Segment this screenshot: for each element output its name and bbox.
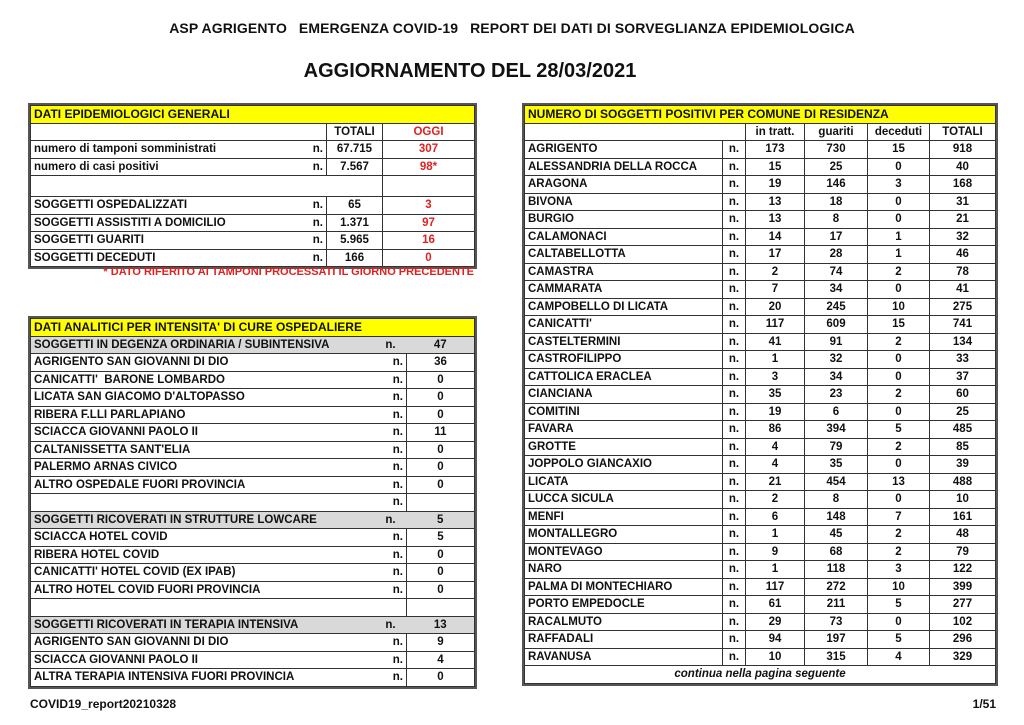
comune-name: COMITINI xyxy=(525,403,723,421)
in-tratt-value: 6 xyxy=(746,508,805,526)
deceduti-value: 5 xyxy=(868,631,930,649)
in-tratt-value: 86 xyxy=(746,421,805,439)
unit-label: n. xyxy=(723,351,746,369)
in-tratt-value: 94 xyxy=(746,631,805,649)
unit-label: n. xyxy=(723,281,746,299)
totali-value: 60 xyxy=(930,386,996,404)
comune-name: PORTO EMPEDOCLE xyxy=(525,596,723,614)
footnote: * DATO RIFERITO AI TAMPONI PROCESSATI IL GIORNO PRECEDENTE xyxy=(103,266,474,278)
unit-label: n. xyxy=(723,631,746,649)
totali-value: 78 xyxy=(930,263,996,281)
comune-name: LUCCA SICULA xyxy=(525,491,723,509)
comune-row xyxy=(525,561,996,579)
totali-value: 85 xyxy=(930,438,996,456)
guariti-value: 730 xyxy=(805,141,868,159)
totali-value: 40 xyxy=(930,158,996,176)
comune-row xyxy=(525,333,996,351)
totali-value: 46 xyxy=(930,246,996,264)
comune-name: GROTTE xyxy=(525,438,723,456)
deceduti-value: 2 xyxy=(868,333,930,351)
comune-name: CIANCIANA xyxy=(525,386,723,404)
guariti-value: 272 xyxy=(805,578,868,596)
in-tratt-value: 1 xyxy=(746,351,805,369)
in-tratt-value: 21 xyxy=(746,473,805,491)
comune-name: CASTROFILIPPO xyxy=(525,351,723,369)
col-deceduti: deceduti xyxy=(868,123,930,141)
guariti-value: 34 xyxy=(805,281,868,299)
table-row: SOGGETTI DECEDUTI n. 166 0 xyxy=(31,249,475,267)
deceduti-value: 2 xyxy=(868,543,930,561)
comune-name: AGRIGENTO xyxy=(525,141,723,159)
deceduti-value: 0 xyxy=(868,613,930,631)
table-row: ALTRO OSPEDALE FUORI PROVINCIA n. 0 xyxy=(31,476,475,494)
comune-name: NARO xyxy=(525,561,723,579)
deceduti-value: 10 xyxy=(868,298,930,316)
deceduti-value: 0 xyxy=(868,158,930,176)
table-row: CALTANISSETTA SANT'ELIA n. 0 xyxy=(31,441,475,459)
report-date: AGGIORNAMENTO DEL 28/03/2021 xyxy=(303,60,637,82)
deceduti-value: 3 xyxy=(868,561,930,579)
in-tratt-value: 17 xyxy=(746,246,805,264)
table-row: AGRIGENTO SAN GIOVANNI DI DIO n. 9 xyxy=(31,634,475,652)
table-row: PALERMO ARNAS CIVICO n. 0 xyxy=(31,459,475,477)
unit-label: n. xyxy=(723,176,746,194)
in-tratt-value: 4 xyxy=(746,456,805,474)
totali-value: 296 xyxy=(930,631,996,649)
in-tratt-value: 35 xyxy=(746,386,805,404)
deceduti-value: 0 xyxy=(868,193,930,211)
comune-name: CAMMARATA xyxy=(525,281,723,299)
hospital-data-table xyxy=(30,318,475,687)
report-title: ASP AGRIGENTO EMERGENZA COVID-19 REPORT DEI DATI DI SORVEGLIANZA EPIDEMIOLOGICA xyxy=(169,20,855,36)
unit-label: n. xyxy=(723,543,746,561)
in-tratt-value: 19 xyxy=(746,403,805,421)
deceduti-value: 0 xyxy=(868,403,930,421)
comune-row xyxy=(525,351,996,369)
deceduti-value: 10 xyxy=(868,578,930,596)
unit-label: n. xyxy=(723,228,746,246)
totali-value: 122 xyxy=(930,561,996,579)
deceduti-value: 2 xyxy=(868,263,930,281)
totali-value: 275 xyxy=(930,298,996,316)
in-tratt-value: 13 xyxy=(746,193,805,211)
totali-value: 39 xyxy=(930,456,996,474)
comune-name: CALTABELLOTTA xyxy=(525,246,723,264)
comune-row xyxy=(525,438,996,456)
guariti-value: 609 xyxy=(805,316,868,334)
section-intensiva: SOGGETTI RICOVERATI IN TERAPIA INTENSIVA n. 13 xyxy=(31,616,475,634)
unit-label: n. xyxy=(723,491,746,509)
guariti-value: 6 xyxy=(805,403,868,421)
hospital-title: DATI ANALITICI PER INTENSITA' DI CURE OSPEDALIERE xyxy=(31,319,475,337)
comune-name: CASTELTERMINI xyxy=(525,333,723,351)
unit-label: n. xyxy=(723,141,746,159)
comune-name: RACALMUTO xyxy=(525,613,723,631)
in-tratt-value: 2 xyxy=(746,263,805,281)
in-tratt-value: 9 xyxy=(746,543,805,561)
table-row: CANICATTI' BARONE LOMBARDO n. 0 xyxy=(31,371,475,389)
in-tratt-value: 61 xyxy=(746,596,805,614)
comune-name: JOPPOLO GIANCAXIO xyxy=(525,456,723,474)
table-row: SOGGETTI ASSISTITI A DOMICILIO n. 1.371 97 xyxy=(31,214,475,232)
in-tratt-value: 117 xyxy=(746,316,805,334)
unit-label: n. xyxy=(723,561,746,579)
comune-name: MONTALLEGRO xyxy=(525,526,723,544)
deceduti-value: 7 xyxy=(868,508,930,526)
comune-name: CATTOLICA ERACLEA xyxy=(525,368,723,386)
comuni-table xyxy=(524,105,996,684)
totali-value: 741 xyxy=(930,316,996,334)
table-row: LICATA SAN GIACOMO D'ALTOPASSO n. 0 xyxy=(31,389,475,407)
in-tratt-value: 117 xyxy=(746,578,805,596)
totali-value: 48 xyxy=(930,526,996,544)
unit-label: n. xyxy=(723,403,746,421)
totali-value: 485 xyxy=(930,421,996,439)
deceduti-value: 1 xyxy=(868,246,930,264)
comune-name: BURGIO xyxy=(525,211,723,229)
deceduti-value: 0 xyxy=(868,491,930,509)
in-tratt-value: 20 xyxy=(746,298,805,316)
guariti-value: 148 xyxy=(805,508,868,526)
comune-name: LICATA xyxy=(525,473,723,491)
unit-label: n. xyxy=(723,298,746,316)
guariti-value: 91 xyxy=(805,333,868,351)
in-tratt-value: 15 xyxy=(746,158,805,176)
table-row: n. xyxy=(31,494,475,512)
in-tratt-value: 13 xyxy=(746,211,805,229)
col-oggi: OGGI xyxy=(383,123,475,141)
col-totali: TOTALI xyxy=(327,123,383,141)
unit-label: n. xyxy=(723,421,746,439)
guariti-value: 28 xyxy=(805,246,868,264)
guariti-value: 211 xyxy=(805,596,868,614)
table-row: SCIACCA HOTEL COVID n. 5 xyxy=(31,529,475,547)
guariti-value: 73 xyxy=(805,613,868,631)
totali-value: 918 xyxy=(930,141,996,159)
guariti-value: 74 xyxy=(805,263,868,281)
comune-name: MONTEVAGO xyxy=(525,543,723,561)
general-title: DATI EPIDEMIOLOGICI GENERALI xyxy=(31,106,475,124)
deceduti-value: 15 xyxy=(868,141,930,159)
guariti-value: 118 xyxy=(805,561,868,579)
totali-value: 329 xyxy=(930,648,996,666)
deceduti-value: 5 xyxy=(868,421,930,439)
deceduti-value: 3 xyxy=(868,176,930,194)
totali-value: 41 xyxy=(930,281,996,299)
guariti-value: 25 xyxy=(805,158,868,176)
guariti-value: 35 xyxy=(805,456,868,474)
deceduti-value: 5 xyxy=(868,596,930,614)
totali-value: 161 xyxy=(930,508,996,526)
comune-name: ALESSANDRIA DELLA ROCCA xyxy=(525,158,723,176)
deceduti-value: 1 xyxy=(868,228,930,246)
in-tratt-value: 29 xyxy=(746,613,805,631)
guariti-value: 454 xyxy=(805,473,868,491)
comune-name: BIVONA xyxy=(525,193,723,211)
comune-name: CANICATTI' xyxy=(525,316,723,334)
totali-value: 10 xyxy=(930,491,996,509)
unit-label: n. xyxy=(723,368,746,386)
in-tratt-value: 19 xyxy=(746,176,805,194)
unit-label: n. xyxy=(723,508,746,526)
totali-value: 102 xyxy=(930,613,996,631)
comune-name: ARAGONA xyxy=(525,176,723,194)
table-row: CANICATTI' HOTEL COVID (EX IPAB) n. 0 xyxy=(31,564,475,582)
unit-label: n. xyxy=(723,316,746,334)
guariti-value: 68 xyxy=(805,543,868,561)
deceduti-value: 2 xyxy=(868,386,930,404)
guariti-value: 32 xyxy=(805,351,868,369)
table-row: numero di tamponi somministrati n. 67.715 307 xyxy=(31,141,475,159)
comune-row xyxy=(525,193,996,211)
comune-row xyxy=(525,403,996,421)
guariti-value: 315 xyxy=(805,648,868,666)
comune-row xyxy=(525,141,996,159)
comune-row xyxy=(525,578,996,596)
comune-row xyxy=(525,298,996,316)
totali-value: 79 xyxy=(930,543,996,561)
deceduti-value: 15 xyxy=(868,316,930,334)
comune-name: RAVANUSA xyxy=(525,648,723,666)
table-row: SOGGETTI GUARITI n. 5.965 16 xyxy=(31,232,475,250)
table-row: SCIACCA GIOVANNI PAOLO II n. 11 xyxy=(31,424,475,442)
totali-value: 21 xyxy=(930,211,996,229)
totali-value: 168 xyxy=(930,176,996,194)
in-tratt-value: 1 xyxy=(746,526,805,544)
in-tratt-value: 2 xyxy=(746,491,805,509)
table-row: RIBERA F.LLI PARLAPIANO n. 0 xyxy=(31,406,475,424)
unit-label: n. xyxy=(723,193,746,211)
unit-label: n. xyxy=(723,648,746,666)
guariti-value: 146 xyxy=(805,176,868,194)
comune-row xyxy=(525,386,996,404)
comune-name: FAVARA xyxy=(525,421,723,439)
in-tratt-value: 4 xyxy=(746,438,805,456)
comune-row xyxy=(525,316,996,334)
unit-label: n. xyxy=(723,473,746,491)
totali-value: 25 xyxy=(930,403,996,421)
comune-row xyxy=(525,211,996,229)
guariti-value: 197 xyxy=(805,631,868,649)
comune-name: CAMPOBELLO DI LICATA xyxy=(525,298,723,316)
guariti-value: 23 xyxy=(805,386,868,404)
deceduti-value: 2 xyxy=(868,438,930,456)
col-totali: TOTALI xyxy=(930,123,996,141)
table-row: SOGGETTI OSPEDALIZZATI n. 65 3 xyxy=(31,197,475,215)
comune-row xyxy=(525,158,996,176)
in-tratt-value: 173 xyxy=(746,141,805,159)
deceduti-value: 2 xyxy=(868,526,930,544)
comune-name: CAMASTRA xyxy=(525,263,723,281)
guariti-value: 18 xyxy=(805,193,868,211)
comune-name: MENFI xyxy=(525,508,723,526)
deceduti-value: 13 xyxy=(868,473,930,491)
guariti-value: 79 xyxy=(805,438,868,456)
section-lowcare: SOGGETTI RICOVERATI IN STRUTTURE LOWCARE n. 5 xyxy=(31,511,475,529)
guariti-value: 8 xyxy=(805,491,868,509)
unit-label: n. xyxy=(723,596,746,614)
comune-row xyxy=(525,421,996,439)
page-number: 1/51 xyxy=(972,697,996,711)
in-tratt-value: 3 xyxy=(746,368,805,386)
report-id: COVID19_report20210328 xyxy=(30,697,177,711)
in-tratt-value: 10 xyxy=(746,648,805,666)
section-degenza: SOGGETTI IN DEGENZA ORDINARIA / SUBINTENSIVA n. 47 xyxy=(31,336,475,354)
in-tratt-value: 7 xyxy=(746,281,805,299)
table-row: SCIACCA GIOVANNI PAOLO II n. 4 xyxy=(31,651,475,669)
col-in-tratt: in tratt. xyxy=(746,123,805,141)
unit-label: n. xyxy=(723,438,746,456)
guariti-value: 8 xyxy=(805,211,868,229)
guariti-value: 34 xyxy=(805,368,868,386)
comune-row xyxy=(525,473,996,491)
unit-label: n. xyxy=(723,158,746,176)
in-tratt-value: 41 xyxy=(746,333,805,351)
guariti-value: 245 xyxy=(805,298,868,316)
totali-value: 32 xyxy=(930,228,996,246)
guariti-value: 17 xyxy=(805,228,868,246)
unit-label: n. xyxy=(723,613,746,631)
comune-row xyxy=(525,456,996,474)
table-row: AGRIGENTO SAN GIOVANNI DI DIO n. 36 xyxy=(31,354,475,372)
deceduti-value: 0 xyxy=(868,211,930,229)
deceduti-value: 0 xyxy=(868,281,930,299)
totali-value: 488 xyxy=(930,473,996,491)
unit-label: n. xyxy=(723,333,746,351)
unit-label: n. xyxy=(723,246,746,264)
table-row: RIBERA HOTEL COVID n. 0 xyxy=(31,546,475,564)
comune-row xyxy=(525,281,996,299)
unit-label: n. xyxy=(723,386,746,404)
comune-row xyxy=(525,246,996,264)
comune-row xyxy=(525,648,996,666)
deceduti-value: 0 xyxy=(868,368,930,386)
totali-value: 31 xyxy=(930,193,996,211)
comune-row xyxy=(525,176,996,194)
deceduti-value: 0 xyxy=(868,456,930,474)
table-row: ALTRO HOTEL COVID FUORI PROVINCIA n. 0 xyxy=(31,581,475,599)
in-tratt-value: 1 xyxy=(746,561,805,579)
col-guariti: guariti xyxy=(805,123,868,141)
guariti-value: 394 xyxy=(805,421,868,439)
table-row: numero di casi positivi n. 7.567 98* xyxy=(31,158,475,176)
totali-value: 37 xyxy=(930,368,996,386)
comune-row xyxy=(525,526,996,544)
guariti-value: 45 xyxy=(805,526,868,544)
totali-value: 33 xyxy=(930,351,996,369)
unit-label: n. xyxy=(723,456,746,474)
deceduti-value: 0 xyxy=(868,351,930,369)
totali-value: 134 xyxy=(930,333,996,351)
comune-name: PALMA DI MONTECHIARO xyxy=(525,578,723,596)
deceduti-value: 4 xyxy=(868,648,930,666)
unit-label: n. xyxy=(723,263,746,281)
comune-row xyxy=(525,263,996,281)
comune-row xyxy=(525,491,996,509)
continue-note: continua nella pagina seguente xyxy=(525,666,996,684)
comune-row xyxy=(525,228,996,246)
comune-row xyxy=(525,596,996,614)
comune-row xyxy=(525,543,996,561)
totali-value: 277 xyxy=(930,596,996,614)
comune-row xyxy=(525,368,996,386)
unit-label: n. xyxy=(723,578,746,596)
comune-row xyxy=(525,508,996,526)
totali-value: 399 xyxy=(930,578,996,596)
comune-name: CALAMONACI xyxy=(525,228,723,246)
unit-label: n. xyxy=(723,211,746,229)
comune-row xyxy=(525,613,996,631)
unit-label: n. xyxy=(723,526,746,544)
in-tratt-value: 14 xyxy=(746,228,805,246)
comune-name: RAFFADALI xyxy=(525,631,723,649)
table-row: ALTRA TERAPIA INTENSIVA FUORI PROVINCIA n. 0 xyxy=(31,669,475,687)
comune-row xyxy=(525,631,996,649)
comuni-title: NUMERO DI SOGGETTI POSITIVI PER COMUNE DI RESIDENZA xyxy=(525,106,996,124)
general-data-table xyxy=(30,105,475,267)
